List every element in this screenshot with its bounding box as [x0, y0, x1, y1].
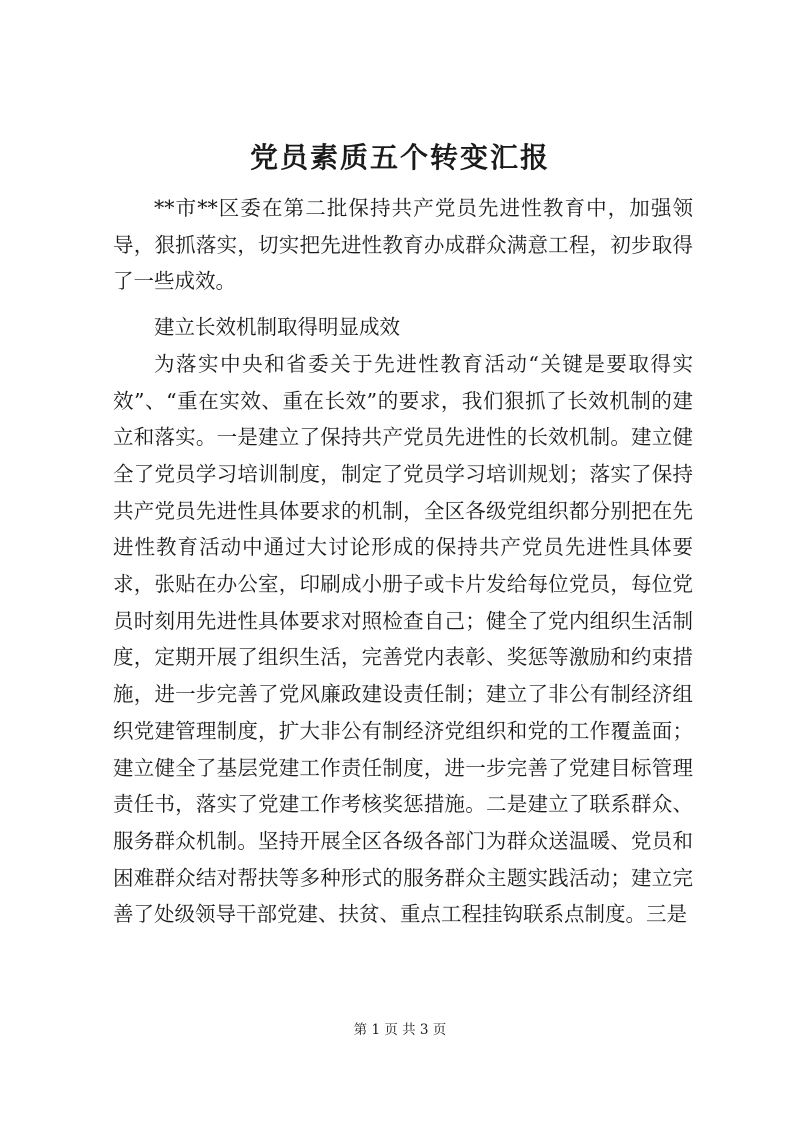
section-heading: 建立长效机制取得明显成效 [154, 315, 400, 340]
intro-paragraph: **市**区委在第二批保持共产党员先进性教育中，加强领导，狠抓落实，切实把先进性教育办成群众满意工程，初步取得了一些成效。 [113, 196, 693, 294]
document-title: 党员素质五个转变汇报 [249, 141, 550, 174]
document-body [113, 190, 693, 933]
page-footer: 第 1 页 共 3 页 [353, 1022, 447, 1038]
body-paragraph: 为落实中央和省委关于先进性教育活动“关键是要取得实效”、“重在实效、重在长效”的要求，我们狠抓了长效机制的建立和落实。一是建立了保持共产党员先进性的长效机制。建立健全了党员学习培训制度，制定了党员学习培训规划；落实了保持共产党员先进性具体要求的机制，全区各级党组织都分别把在先进性教育活动中通过大讨论形成的保持共产党员先进性具体要求，张贴在办公室，印刷成小册子或卡片发给每位党员，每位党员时刻用先进性具体要求对照检查自己；健全了党内组织生活制度，定期开展了组织生活，完善党内表彰、奖惩等激励和约束措施，进一步完善了党风廉政建设责任制；建立了非公有制经济组织党建管理制度，扩大非公有制经济党组织和党的工作覆盖面；建立健全了基层党建工作责任制度，进一步完善了党建目标管理责任书，落实了党建工作考核奖惩措施。二是建立了联系群众、服务群众机制。坚持开展全区各级各部门为群众送温暖、党员和困难群众结对帮扶等多种形式的服务群众主题实践活动；建立完善了处级领导干部党建、扶贫、重点工程挂钩联系点制度。三是 [113, 351, 693, 927]
